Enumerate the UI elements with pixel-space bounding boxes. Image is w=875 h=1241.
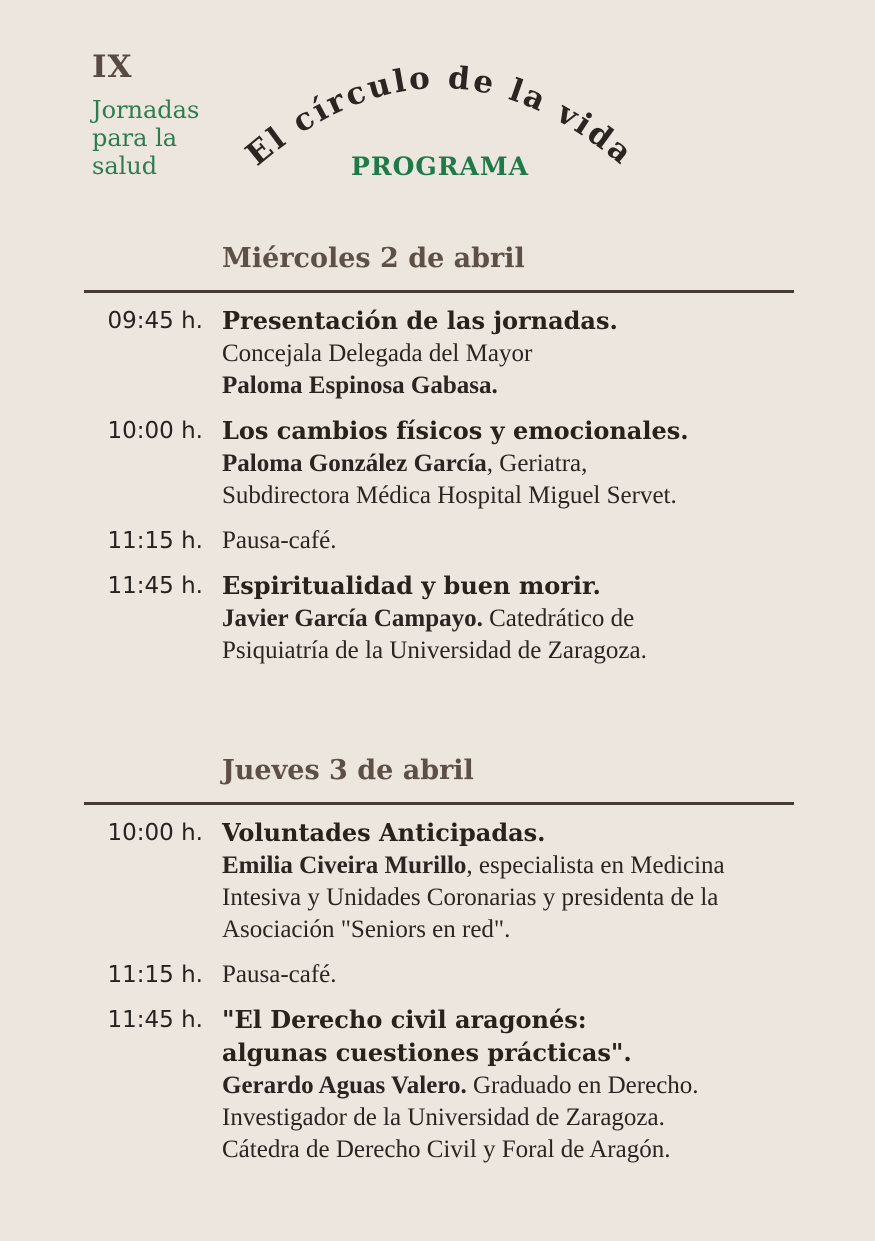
program-entry [84,817,794,946]
entry-content [222,305,792,402]
entry-line [222,570,792,603]
entry-text-segment: Pausa-café. [222,527,337,554]
entry-line [222,850,792,882]
entry-text-segment: Intesiva y Unidades Coronarias y presidenta de la [222,884,719,911]
entry-text-segment: Subdirectora Médica Hospital Miguel Servet. [222,482,677,509]
entry-line [222,1102,792,1134]
entry-text-segment: algunas cuestiones prácticas". [222,1038,632,1067]
entry-text-segment: Espiritualidad y buen morir. [222,571,601,600]
entry-text-segment: Concejala Delegada del Mayor [222,340,533,367]
entry-time: 09:45 h. [107,308,203,334]
day-heading: Miércoles 2 de abril [222,243,525,274]
entry-content [222,959,792,991]
entry-text-segment: Paloma Espinosa Gabasa. [222,372,498,399]
entry-line [222,603,792,635]
entry-text-segment: Paloma González García [222,450,487,477]
subtitle-line: Jornadas [92,96,200,124]
entry-time: 11:15 h. [107,528,203,554]
edition-number: IX [92,49,133,85]
masthead [0,0,875,230]
divider-rule [84,290,794,293]
entry-line [222,1004,792,1037]
day-section-miercoles [84,240,794,680]
entry-text-segment: Cátedra de Derecho Civil y Foral de Aragón. [222,1136,671,1163]
program-entry [84,415,794,512]
program-entry [84,305,794,402]
entry-text-segment: "El Derecho civil aragonés: [222,1005,587,1034]
entry-text-segment: Los cambios físicos y emocionales. [222,416,689,445]
entry-line [222,305,792,338]
entry-text-segment: Voluntades Anticipadas. [222,818,546,847]
program-entry [84,1004,794,1166]
entry-list [84,305,794,667]
entry-time: 11:45 h. [107,1007,203,1033]
entry-time: 11:45 h. [107,573,203,599]
entry-line [222,415,792,448]
entry-time: 10:00 h. [107,418,203,444]
entry-text-segment: Investigador de la Universidad de Zaragoza. [222,1104,665,1131]
entry-line [222,448,792,480]
entry-content [222,415,792,512]
entry-text-segment: , Geriatra, [486,450,588,477]
entry-line [222,882,792,914]
entry-time: 11:15 h. [107,962,203,988]
entry-text-segment: Catedrático de [482,605,635,632]
entry-text-segment: Psiquiatría de la Universidad de Zaragoza. [222,637,647,664]
entry-text-segment: Emilia Civeira Murillo [222,852,467,879]
entry-line [222,338,792,370]
entry-list [84,817,794,1166]
entry-text-segment: Graduado en Derecho. [466,1072,699,1099]
entry-text-segment: Pausa-café. [222,961,337,988]
day-section-jueves [84,752,794,1179]
program-entry [84,570,794,667]
entry-content [222,525,792,557]
event-title-arc: El círculo de la vida [239,59,641,173]
entry-text-segment: Javier García Campayo. [222,605,483,632]
entry-line [222,914,792,946]
entry-line [222,480,792,512]
subtitle-line: para la [92,124,178,152]
event-subtitle [92,96,242,180]
entry-content [222,817,792,946]
entry-text-segment: Gerardo Aguas Valero. [222,1072,467,1099]
arched-title-block [222,36,658,206]
entry-line [222,635,792,667]
program-entry [84,525,794,557]
program-label: PROGRAMA [351,152,529,181]
entry-line [222,817,792,850]
program-entry [84,959,794,991]
entry-line [222,1134,792,1166]
entry-time: 10:00 h. [107,820,203,846]
entry-line [222,525,792,557]
entry-line [222,370,792,402]
entry-line [222,1070,792,1102]
entry-content [222,1004,792,1166]
divider-rule [84,802,794,805]
entry-text-segment: , especialista en Medicina [466,852,725,879]
edition-block [92,50,242,180]
entry-line [222,959,792,991]
day-heading: Jueves 3 de abril [222,755,474,786]
entry-text-segment: Presentación de las jornadas. [222,306,618,335]
entry-line [222,1037,792,1070]
entry-content [222,570,792,667]
entry-text-segment: Asociación "Seniors en red". [222,916,511,943]
subtitle-line: salud [92,152,158,180]
